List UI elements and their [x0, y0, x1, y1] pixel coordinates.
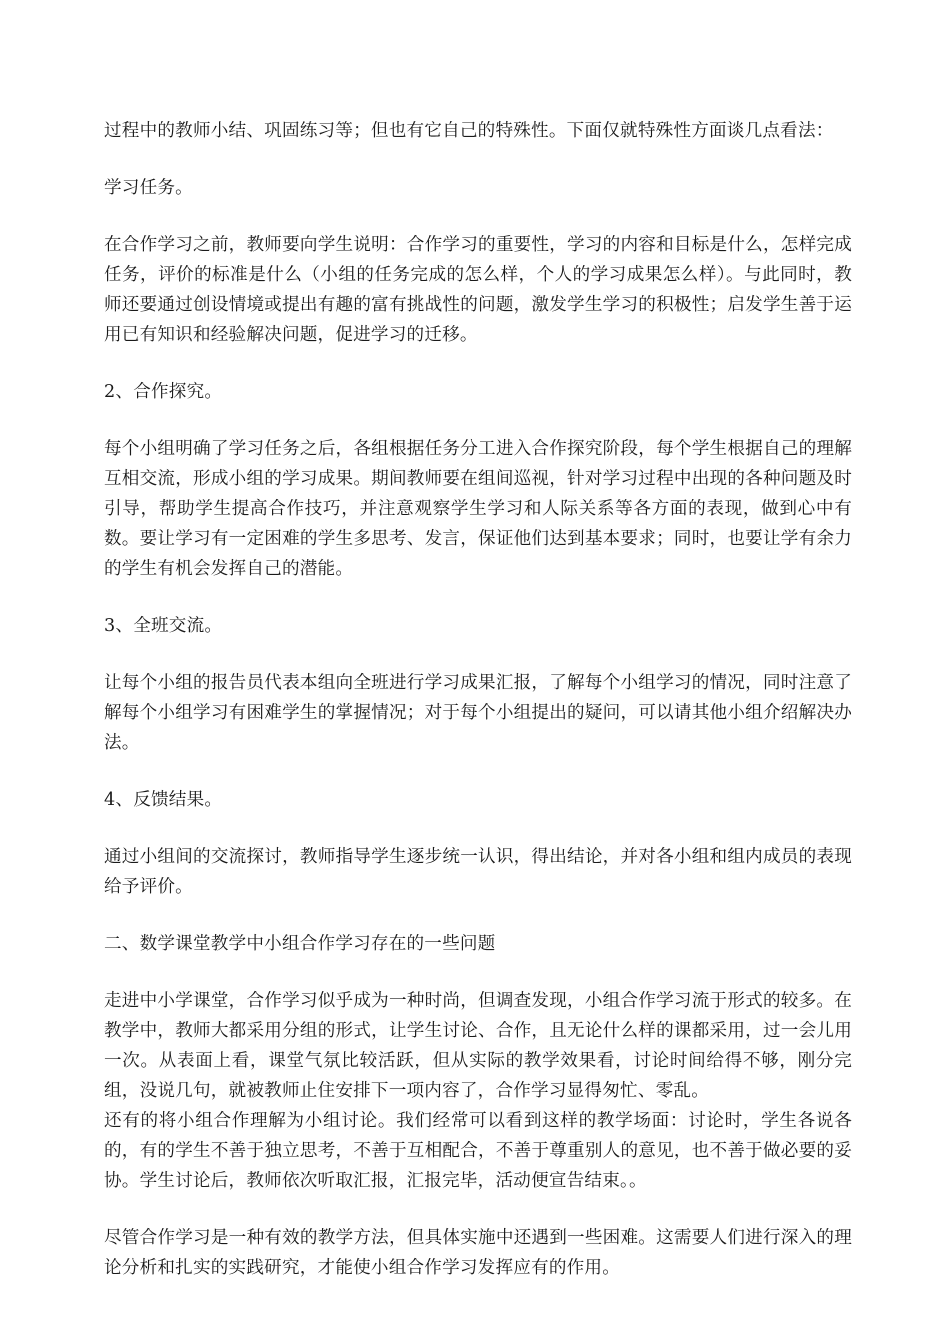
section-heading-problems: 二、数学课堂教学中小组合作学习存在的一些问题: [104, 934, 496, 954]
document-body: [104, 116, 852, 1310]
paragraph-problems-2: 还有的将小组合作理解为小组讨论。我们经常可以看到这样的教学场面：讨论时，学生各说各的，有的学生不善于独立思考，不善于互相配合，不善于尊重别人的意见，也不善于做必要的妥协。学生讨论后，教师依次听取汇报，汇报完毕，活动便宣告结束。。: [104, 1111, 852, 1191]
heading-class-exchange: 3、全班交流。: [104, 616, 223, 636]
paragraph-class-exchange: 让每个小组的报告员代表本组向全班进行学习成果汇报，了解每个小组学习的情况，同时注意了解每个小组学习有困难学生的掌握情况；对于每个小组提出的疑问，可以请其他小组介绍解决办法。: [104, 673, 852, 753]
paragraph-learning-task: 在合作学习之前，教师要向学生说明：合作学习的重要性，学习的内容和目标是什么，怎样完成任务，评价的标准是什么（小组的任务完成的怎么样，个人的学习成果怎么样）。与此同时，教师还要通过创设情境或提出有趣的富有挑战性的问题，激发学生学习的积极性；启发学生善于运用已有知识和经验解决问题，促进学习的迁移。: [104, 235, 852, 345]
heading-feedback-results: 4、反馈结果。: [104, 790, 223, 810]
paragraph-conclusion: 尽管合作学习是一种有效的教学方法，但具体实施中还遇到一些困难。这需要人们进行深入的理论分析和扎实的实践研究，才能使小组合作学习发挥应有的作用。: [104, 1228, 852, 1278]
paragraph-intro-continuation: 过程中的教师小结、巩固练习等；但也有它自己的特殊性。下面仅就特殊性方面谈几点看法：: [104, 121, 834, 141]
heading-cooperative-inquiry: 2、合作探究。: [104, 382, 223, 402]
heading-learning-task: 学习任务。: [104, 178, 193, 198]
paragraph-cooperative-inquiry: 每个小组明确了学习任务之后，各组根据任务分工进入合作探究阶段，每个学生根据自己的理解互相交流，形成小组的学习成果。期间教师要在组间巡视，针对学习过程中出现的各种问题及时引导，帮助学生提高合作技巧，并注意观察学生学习和人际关系等各方面的表现，做到心中有数。要让学习有一定困难的学生多思考、发言，保证他们达到基本要求；同时，也要让学有余力的学生有机会发挥自己的潜能。: [104, 439, 852, 579]
paragraph-feedback-results: 通过小组间的交流探讨，教师指导学生逐步统一认识，得出结论，并对各小组和组内成员的表现给予评价。: [104, 847, 852, 897]
paragraph-problems-1: 走进中小学课堂，合作学习似乎成为一种时尚，但调查发现，小组合作学习流于形式的较多。在教学中，教师大都采用分组的形式，让学生讨论、合作，且无论什么样的课都采用，过一会儿用一次。从表面上看，课堂气氛比较活跃，但从实际的教学效果看，讨论时间给得不够，刚分完组，没说几句，就被教师止住安排下一项内容了，合作学习显得匆忙、零乱。: [104, 991, 852, 1101]
